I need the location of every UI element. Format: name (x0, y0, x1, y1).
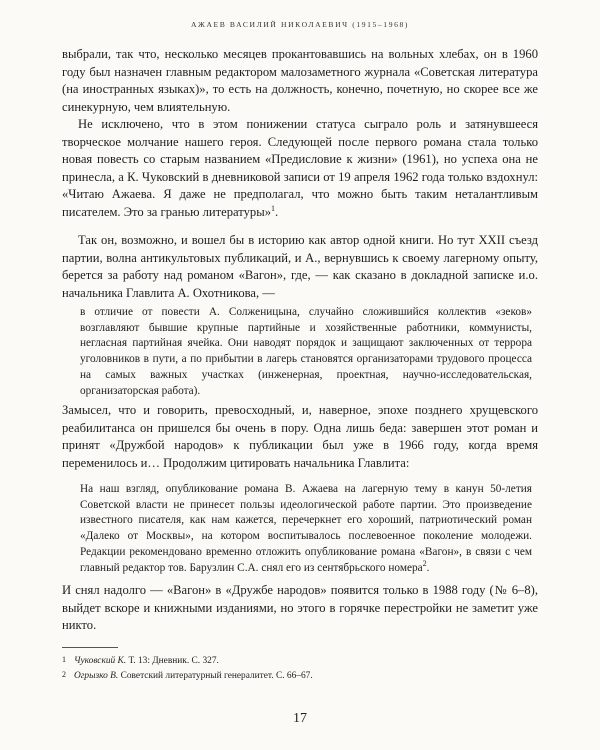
footnote-ref-1: 1 (271, 203, 275, 213)
footnotes (62, 653, 538, 683)
footnote-1-text: Т. 13: Дневник. С. 327. (128, 656, 219, 666)
paragraph-5: И снял надолго — «Вагон» в «Дружбе народов» появится только в 1988 году (№ 6–8), выйдет вскоре и книжными изданиями, но этого в горячке перестройки не заметит уже никто. (62, 583, 538, 632)
paragraph-1: выбрали, так что, несколько месяцев прокантовавшись на вольных хлебах, он в 1960 году был назначен главным редактором малозаметного журнала «Советская литература (на иностранных языках)», то есть на должность, конечно, почетную, но скорее все же синекурную, чем влиятельную. (62, 47, 538, 114)
footnote-ref-2: 2 (422, 558, 427, 568)
footnote-1-author: Чуковский К. (74, 656, 127, 666)
quote-2-text: На наш взгляд, опубликование романа В. Ажаева на лагерную тему в канун 50-летия Советской власти не принесет пользы идеологической работе партии. Это произведение известного писателя, как нам кажется, перечеркнет его хороший, патриотический роман «Далеко от Москвы», на котором воспитывалось послевоенное поколение молодежи. Редакции рекомендовано временно отложить опубликование романа «Вагон», в связи с чем главный редактор тов. Барузлин С.А. снял его из сентябрьского номера (80, 483, 532, 574)
paragraph-5-block (62, 582, 538, 635)
footnote-1-number: 1 (62, 655, 66, 664)
footnote-2-author: Огрызко В. (74, 671, 119, 681)
quote-1-block (62, 305, 538, 399)
footnote-1 (62, 653, 538, 668)
paragraph-3: Так он, возможно, и вошел бы в историю как автор одной книги. Но тут XXII съезд партии, волна антикультовых публикаций, и А., вернувшись к своему лагерному опыту, берется за работу над романом «Вагон», где, — как сказано в докладной записке и.о. начальника Главлита А. Охотникова, — (62, 233, 538, 300)
footnote-2 (62, 668, 538, 683)
paragraph-4: Замысел, что и говорить, превосходный, и, наверное, эпохе позднего хрущевского реабилитанса он пришелся бы очень в пору. Одна лишь беда: завершен этот роман и принят «Дружбой народов» к публикации был уже в 1966 году, когда время переменилось и… Продолжим цитировать начальника Главлита: (62, 403, 538, 470)
paragraph-2-text: Не исключено, что в этом понижении статуса сыграло роль и затянувшееся творческое молчание нашего героя. Следующей после первого романа стала только новая повесть со старым названием «Предисловие к жизни» (1961), но успеха она не принесла, а К. Чуковский в дневниковой записи от 19 апреля 1962 года только вздохнул: «Читаю Ажаева. Я даже не предполагал, что можно быть таким неталантливым писателем. Это за гранью литературы» (62, 117, 538, 219)
paragraph-4-block (62, 402, 538, 472)
footnote-2-text: Советский литературный генералитет. С. 66–67. (120, 671, 313, 681)
quote-1: в отличие от повести А. Солженицына, случайно сложившийся коллектив «зеков» возглавляют бывшие крупные партийные и хозяйственные работники, коммунисты, негласная партийная ячейка. Они наводят порядок и защищают заключенных от террора уголовников в пути, а по прибытии в лагерь становятся организаторами трудового процесса на самых важных участках (инженерная, проектная, научно-исследовательская, организаторская работа). (80, 306, 532, 397)
page-number: 17 (293, 711, 307, 726)
quote-2-block (62, 482, 538, 576)
running-head: АЖАЕВ ВАСИЛИЙ НИКОЛАЕВИЧ (1915–1968) (190, 20, 410, 29)
footnote-2-number: 2 (62, 670, 66, 679)
paragraph-1-block (62, 46, 538, 116)
paragraph-2-block (62, 116, 538, 221)
paragraph-2: Не исключено, что в этом понижении статуса сыграло роль и затянувшееся творческое молчание нашего героя. Следующей после первого романа стала только новая повесть со старым названием «Предисловие к жизни» (1961), но успеха она не принесла, а К. Чуковский в дневниковой записи от 19 апреля 1962 года только вздохнул: «Читаю Ажаева. Я даже не предполагал, что можно быть таким неталантливым писателем. Это за гранью литературы»$^1$. (62, 117, 538, 219)
footnote-divider (62, 647, 118, 648)
paragraph-3-block (62, 232, 538, 302)
quote-2: На наш взгляд, опубликование романа В. Ажаева на лагерную тему в канун 50-летия Советской власти не принесет пользы идеологической работе партии. Это произведение известного писателя, как нам кажется, перечеркнет его хороший, патриотический роман «Далеко от Москвы», на котором воспитывалось послевоенное поколение молодежи. Редакции рекомендовано временно отложить опубликование романа «Вагон», в связи с чем главный редактор тов. Барузлин С.А. снял его из сентябрьского номера$^2$. (80, 483, 532, 574)
